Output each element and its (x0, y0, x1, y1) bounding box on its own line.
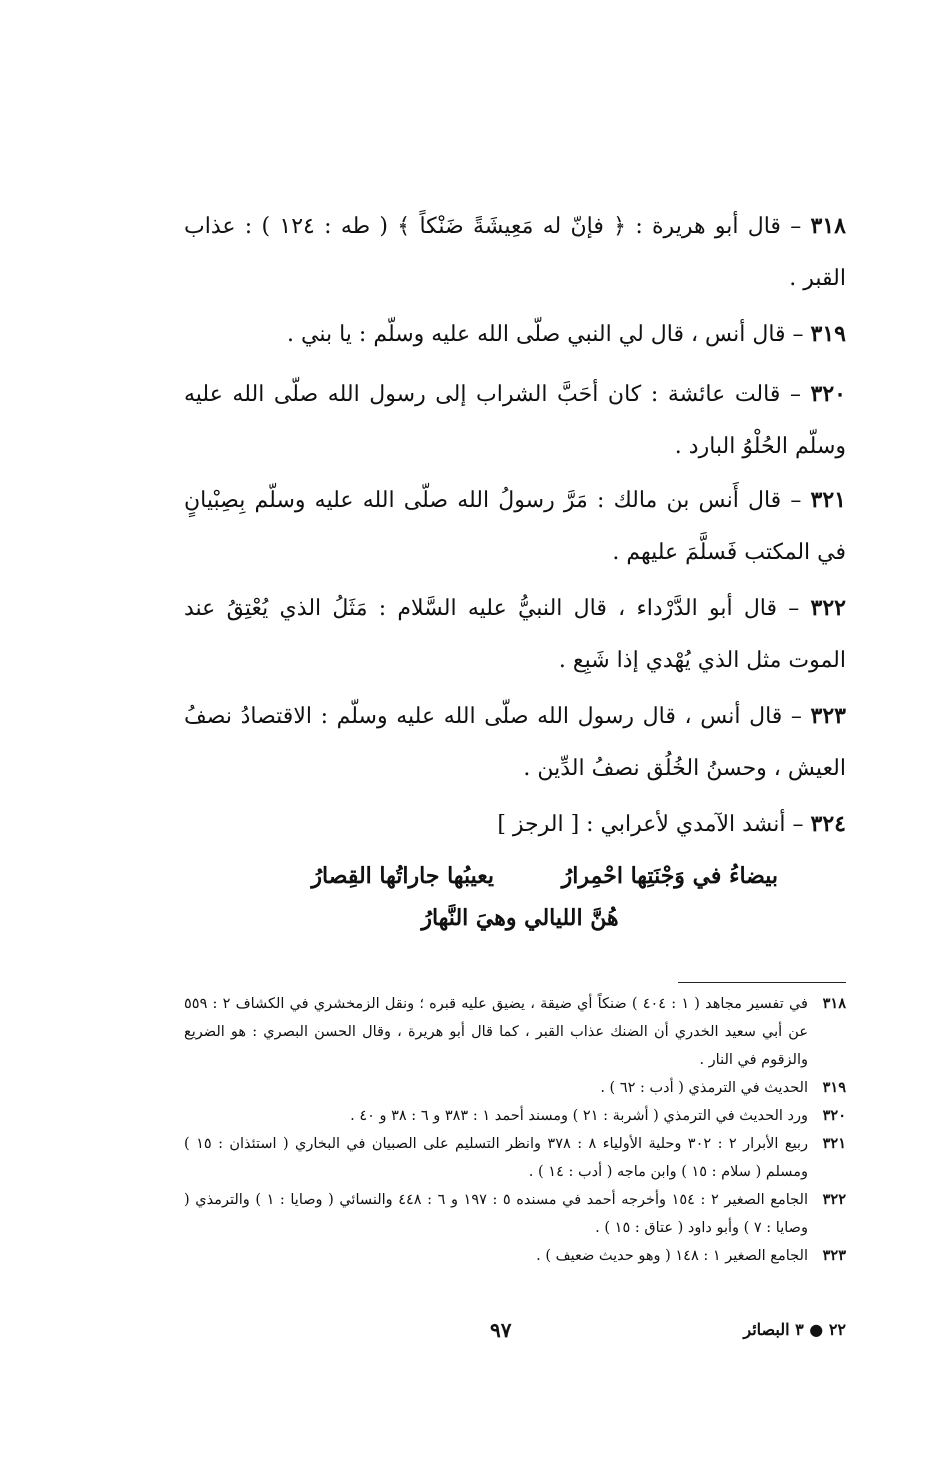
entry-320 (184, 368, 846, 473)
entry-318 (184, 200, 846, 305)
entry-number: ٣١٨ (810, 213, 846, 239)
entry-text: – قال أنس ، قال رسول الله صلّى الله عليه وسلّم : الاقتصادُ نصفُ العيش ، وحسنُ الخُلُق نصفُ الدِّين . (184, 704, 846, 781)
page-footer (0, 1318, 950, 1348)
footnote-number: ٣١٨ (822, 995, 846, 1012)
entry-text: – قال أبو الدَّرْداء ، قال النبيُّ عليه السَّلام : مَثَلُ الذي يُعْتِقُ عند الموت مثل الذي يُهْدي إذا شَبِع . (184, 596, 846, 673)
footnote-text: الجامع الصغير ١ : ١٤٨ ( وهو حديث ضعيف ) . (536, 1248, 808, 1264)
entry-number: ٣١٩ (810, 321, 846, 347)
signature-mark: ٢٢ ● ٣ البصائر (743, 1320, 846, 1339)
footnote-number: ٣١٩ (822, 1079, 846, 1096)
footnote-322 (184, 1186, 846, 1242)
verse-line-2: هُنَّ الليالي وهيَ النَّهارُ (421, 905, 619, 931)
footnote-divider (678, 982, 846, 983)
footnote-number: ٣٢١ (822, 1135, 846, 1152)
entry-number: ٣٢٣ (810, 703, 846, 729)
footnote-318 (184, 990, 846, 1074)
entry-text: – قال أبو هريرة : ﴿ فإنّ له مَعِيشَةً ضَنْكاً ﴾ ( طه : ١٢٤ ) : عذاب القبر . (184, 214, 846, 291)
entry-324 (184, 798, 846, 851)
entry-text: – قالت عائشة : كان أحَبَّ الشراب إلى رسول الله صلّى الله عليه وسلّم الحُلْوُ البارد . (184, 382, 846, 459)
footnote-text: ورد الحديث في الترمذي ( أشربة : ٢١ ) ومسند أحمد ١ : ٣٨٣ و ٦ : ٣٨ و ٤٠ . (350, 1108, 808, 1124)
footnote-321 (184, 1130, 846, 1186)
footnote-text: الحديث في الترمذي ( أدب : ٦٢ ) . (600, 1080, 808, 1096)
footnote-number: ٣٢٣ (822, 1247, 846, 1264)
verse-hemistich-first: بيضاءُ في وَجْنَتِها احْمِرارُ (561, 863, 778, 889)
entry-text: – قال أَنس بن مالك : مَرَّ رسولُ الله صلّى الله عليه وسلّم بِصِبْيانٍ في المكتب فَسلَّمَ عليهم . (184, 488, 846, 565)
footnotes (184, 990, 846, 1270)
footnote-323 (184, 1242, 846, 1270)
entry-number: ٣٢٤ (810, 811, 846, 837)
entry-322 (184, 582, 846, 687)
entry-323 (184, 690, 846, 795)
footnote-319 (184, 1074, 846, 1102)
footnote-number: ٣٢٢ (822, 1191, 846, 1208)
page-number: ٩٧ (490, 1318, 512, 1342)
entry-321 (184, 474, 846, 579)
entry-text: – قال أنس ، قال لي النبي صلّى الله عليه وسلّم : يا بني . (287, 322, 804, 347)
verse-hemistich-second: يعيبُها جاراتُها القِصارُ (311, 863, 494, 889)
footnote-320 (184, 1102, 846, 1130)
footnote-number: ٣٢٠ (822, 1107, 846, 1124)
entry-number: ٣٢٠ (810, 381, 846, 407)
entry-text: – أنشد الآمدي لأعرابي : [ الرجز ] (497, 812, 804, 837)
entry-319 (184, 308, 846, 361)
footnote-text: الجامع الصغير ٢ : ١٥٤ وأخرجه أحمد في مسنده ٥ : ١٩٧ و ٦ : ٤٤٨ والنسائي ( وصايا : ١ ) والترمذي ( وصايا : ٧ ) وأبو داود ( عتاق : ١٥ ) . (184, 1192, 808, 1236)
footnote-text: في تفسير مجاهد ( ١ : ٤٠٤ ) ضنكاً أي ضيقة ، يضيق عليه قبره ؛ ونقل الزمخشري في الكشاف ٢ : ٥٥٩ عن أبي سعيد الخدري أن الضنك عذاب القبر ، كما قال أبو هريرة ، وقال الحسن البصري : هو الضريع والزقوم في النار . (184, 996, 808, 1068)
footnote-text: ربيع الأبرار ٢ : ٣٠٢ وحلية الأولياء ٨ : ٣٧٨ وانظر التسليم على الصبيان في البخاري ( استئذان : ١٥ ) ومسلم ( سلام : ١٥ ) وابن ماجه ( أدب : ١٤ ) . (184, 1136, 809, 1180)
entry-number: ٣٢١ (810, 487, 846, 513)
entry-number: ٣٢٢ (810, 595, 846, 621)
